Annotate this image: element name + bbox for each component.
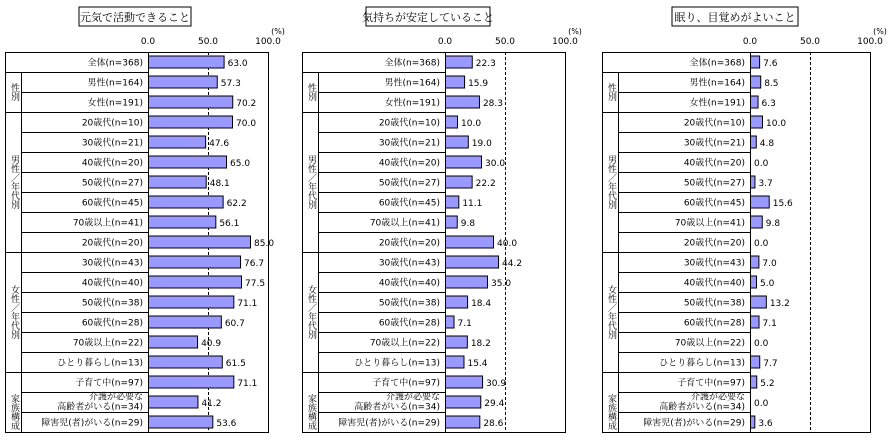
category-label: 60歳代(n=28) [378, 318, 440, 329]
category-label: 30歳代(n=43) [683, 258, 745, 269]
bar [446, 416, 480, 428]
bar-value-label: 5.0 [760, 279, 775, 289]
category-label: 70歳以上(n=22) [72, 338, 143, 349]
category-label: 全体(n=368) [384, 58, 440, 69]
bar-value-label: 28.6 [483, 419, 504, 429]
category-label: 高齢者がいる(n=34) [57, 402, 143, 413]
bar [149, 76, 218, 88]
bar [751, 416, 755, 428]
category-label: 20歳代(n=20) [378, 238, 440, 249]
bar-value-label: 70.0 [236, 119, 257, 129]
bar [751, 96, 759, 108]
group-label: 性別 [9, 83, 19, 101]
bar-value-label: 28.3 [482, 99, 504, 109]
group-label: 女性／年代別 [306, 285, 316, 339]
bar-value-label: 77.5 [245, 279, 266, 289]
category-label: 30歳代(n=43) [81, 258, 143, 269]
bar-value-label: 4.8 [759, 139, 775, 149]
bar [149, 356, 223, 368]
category-label: ひとり暮らし(n=13) [57, 358, 143, 369]
bar [751, 76, 761, 88]
bar-value-label: 0.0 [754, 339, 769, 349]
bar [149, 96, 233, 108]
category-label: 女性(n=191) [689, 98, 745, 109]
category-label: 介護が必要な [88, 392, 143, 403]
bar [446, 56, 473, 68]
bar-value-label: 6.3 [761, 99, 776, 109]
bar [149, 216, 216, 228]
category-label: 50歳代(n=27) [81, 178, 143, 189]
bar-value-label: 41.2 [201, 399, 222, 409]
x-tick-label: 100.0 [857, 37, 883, 47]
bar [149, 176, 207, 188]
bar-value-label: 22.2 [475, 179, 496, 189]
bar [149, 396, 198, 408]
category-label: 子育て中(n=97) [75, 378, 143, 389]
bar [149, 296, 234, 308]
bar-value-label: 3.7 [758, 179, 773, 189]
category-label: 60歳代(n=28) [683, 318, 745, 329]
category-label: 30歳代(n=21) [81, 138, 143, 149]
bar-value-label: 48.1 [209, 179, 230, 189]
bar-value-label: 10.0 [766, 119, 787, 129]
bar [446, 396, 481, 408]
axis-unit-label: (%) [873, 27, 887, 36]
bar [149, 56, 225, 68]
category-label: 50歳代(n=27) [378, 178, 440, 189]
group-label: 男性／年代別 [9, 155, 19, 209]
group-label: 男性／年代別 [306, 155, 316, 209]
category-label: ひとり暮らし(n=13) [659, 358, 745, 369]
bar-value-label: 7.7 [763, 359, 778, 369]
x-tick-label: 100.0 [255, 37, 281, 47]
bar [149, 116, 233, 128]
x-tick-label: 50.0 [494, 37, 516, 47]
category-label: 全体(n=368) [689, 58, 745, 69]
category-label: 50歳代(n=38) [683, 298, 745, 309]
bar-value-label: 15.9 [468, 79, 489, 89]
category-label: 40歳代(n=20) [378, 158, 440, 169]
category-label: 子育て中(n=97) [677, 378, 745, 389]
bar-value-label: 85.0 [254, 239, 275, 249]
bar-value-label: 71.1 [237, 379, 258, 389]
bar-value-label: 30.9 [486, 379, 507, 389]
chart-title: 眠り、目覚めがよいこと [674, 11, 796, 24]
bar-value-label: 5.2 [760, 379, 775, 389]
axis-unit-label: (%) [271, 27, 285, 36]
bar-value-label: 57.3 [220, 79, 241, 89]
group-label: 男性／年代別 [606, 155, 616, 209]
bar [751, 176, 755, 188]
category-label: 高齢者がいる(n=34) [659, 402, 745, 413]
bar [446, 376, 483, 388]
group-label: 家族構成 [306, 394, 316, 430]
category-label: 20歳代(n=20) [81, 238, 143, 249]
category-label: 全体(n=368) [87, 58, 143, 69]
category-label: 男性(n=164) [384, 78, 440, 89]
bar-value-label: 53.6 [216, 419, 237, 429]
bar-value-label: 76.7 [244, 259, 265, 269]
bar [446, 176, 473, 188]
bar-value-label: 19.0 [471, 139, 492, 149]
bar-value-label: 71.1 [237, 299, 258, 309]
bar-value-label: 40.9 [201, 339, 222, 349]
category-label: 40歳代(n=40) [81, 278, 143, 289]
bar [751, 116, 763, 128]
chart-title: 元気で活動できること [80, 11, 190, 24]
bar-value-label: 0.0 [754, 159, 769, 169]
category-label: 20歳代(n=10) [378, 118, 440, 129]
group-label: 女性／年代別 [9, 285, 19, 339]
category-label: 50歳代(n=27) [683, 178, 745, 189]
bar [751, 296, 767, 308]
bar [751, 216, 763, 228]
category-label: 男性(n=164) [689, 78, 745, 89]
group-label: 家族構成 [606, 394, 616, 430]
bar [446, 256, 499, 268]
category-label: 70歳以上(n=41) [369, 218, 440, 229]
bar-value-label: 10.0 [461, 119, 482, 129]
bar-value-label: 61.5 [225, 359, 246, 369]
category-label: 60歳代(n=45) [378, 198, 440, 209]
bar-value-label: 7.0 [762, 259, 777, 269]
bar [446, 276, 488, 288]
bar [446, 96, 480, 108]
category-label: 40歳代(n=40) [378, 278, 440, 289]
bar-value-label: 18.2 [470, 339, 491, 349]
bar [149, 236, 251, 248]
category-label: 70歳以上(n=41) [674, 218, 745, 229]
category-label: 60歳代(n=45) [81, 198, 143, 209]
chart-panel-1 [5, 7, 285, 433]
category-label: 20歳代(n=20) [683, 238, 745, 249]
group-label: 女性／年代別 [606, 285, 616, 339]
bar [149, 376, 234, 388]
bar [446, 236, 494, 248]
bar-value-label: 44.2 [502, 259, 523, 269]
category-label: 障害児(者)がいる(n=29) [41, 418, 143, 429]
bar-value-label: 9.8 [765, 219, 781, 229]
bar [751, 256, 759, 268]
category-label: 50歳代(n=38) [81, 298, 143, 309]
bar-value-label: 65.0 [230, 159, 251, 169]
bar [751, 196, 770, 208]
bar-value-label: 60.7 [224, 319, 245, 329]
bar [446, 296, 468, 308]
bar-value-label: 7.1 [762, 319, 777, 329]
bar [446, 156, 482, 168]
category-label: 高齢者がいる(n=34) [354, 402, 440, 413]
x-tick-label: 0.0 [742, 37, 758, 47]
bar [446, 336, 468, 348]
bar [751, 276, 757, 288]
bar-value-label: 22.3 [475, 59, 496, 69]
bar-value-label: 47.6 [209, 139, 230, 149]
category-label: 60歳代(n=45) [683, 198, 745, 209]
bar-value-label: 11.1 [462, 199, 483, 209]
bar-value-label: 29.4 [484, 399, 505, 409]
category-label: 30歳代(n=21) [378, 138, 440, 149]
bar-value-label: 7.1 [457, 319, 472, 329]
bar [149, 256, 241, 268]
axis-unit-label: (%) [568, 27, 582, 36]
bar [149, 156, 227, 168]
bar [751, 56, 760, 68]
bar [149, 196, 224, 208]
bar-value-label: 30.0 [485, 159, 506, 169]
category-label: ひとり暮らし(n=13) [354, 358, 440, 369]
category-label: 30歳代(n=43) [378, 258, 440, 269]
bar [446, 116, 458, 128]
x-tick-label: 50.0 [799, 37, 821, 47]
bar-value-label: 8.5 [764, 79, 779, 89]
bar-value-label: 62.2 [226, 199, 247, 209]
bar [751, 356, 760, 368]
category-label: 障害児(者)がいる(n=29) [643, 418, 745, 429]
bar-value-label: 13.2 [769, 299, 790, 309]
bar [149, 416, 213, 428]
bar [446, 196, 459, 208]
category-label: 障害児(者)がいる(n=29) [338, 418, 440, 429]
group-label: 性別 [306, 83, 316, 101]
x-tick-label: 0.0 [140, 37, 156, 47]
chart-panel-2 [302, 7, 582, 433]
category-label: 70歳以上(n=22) [674, 338, 745, 349]
category-label: 60歳代(n=28) [81, 318, 143, 329]
category-label: 40歳代(n=40) [683, 278, 745, 289]
chart-panel-3 [602, 7, 887, 433]
bar [446, 316, 455, 328]
bar [149, 136, 206, 148]
bar-value-label: 35.0 [491, 279, 512, 289]
category-label: 子育て中(n=97) [372, 378, 440, 389]
category-label: 70歳以上(n=41) [72, 218, 143, 229]
category-label: 70歳以上(n=22) [369, 338, 440, 349]
bar-value-label: 15.4 [467, 359, 488, 369]
bar-value-label: 0.0 [754, 399, 769, 409]
bar-value-label: 0.0 [754, 239, 769, 249]
category-label: 男性(n=164) [87, 78, 143, 89]
bar [149, 336, 198, 348]
x-tick-label: 50.0 [197, 37, 219, 47]
bar-value-label: 56.1 [219, 219, 240, 229]
category-label: 40歳代(n=20) [81, 158, 143, 169]
x-tick-label: 100.0 [552, 37, 578, 47]
bar-value-label: 18.4 [471, 299, 492, 309]
category-label: 50歳代(n=38) [378, 298, 440, 309]
category-label: 40歳代(n=20) [683, 158, 745, 169]
bar [446, 216, 458, 228]
category-label: 女性(n=191) [87, 98, 143, 109]
category-label: 20歳代(n=10) [81, 118, 143, 129]
category-label: 女性(n=191) [384, 98, 440, 109]
x-tick-label: 0.0 [437, 37, 453, 47]
bar [751, 376, 757, 388]
group-label: 家族構成 [9, 394, 19, 430]
bar-value-label: 3.6 [758, 419, 773, 429]
category-label: 30歳代(n=21) [683, 138, 745, 149]
bar-value-label: 40.0 [497, 239, 518, 249]
bar-value-label: 63.0 [227, 59, 248, 69]
bar-value-label: 15.6 [772, 199, 793, 209]
bar [149, 276, 242, 288]
bar [751, 316, 760, 328]
bar-value-label: 9.8 [460, 219, 476, 229]
bar [149, 316, 222, 328]
bar [446, 136, 469, 148]
bar [751, 136, 757, 148]
category-label: 20歳代(n=10) [683, 118, 745, 129]
category-label: 介護が必要な [385, 392, 440, 403]
bar [446, 76, 465, 88]
bar [446, 356, 464, 368]
chart-title: 気持ちが安定していること [362, 11, 494, 24]
category-label: 介護が必要な [690, 392, 745, 403]
bar-value-label: 7.6 [763, 59, 778, 69]
bar-value-label: 70.2 [236, 99, 257, 109]
group-label: 性別 [606, 83, 616, 101]
